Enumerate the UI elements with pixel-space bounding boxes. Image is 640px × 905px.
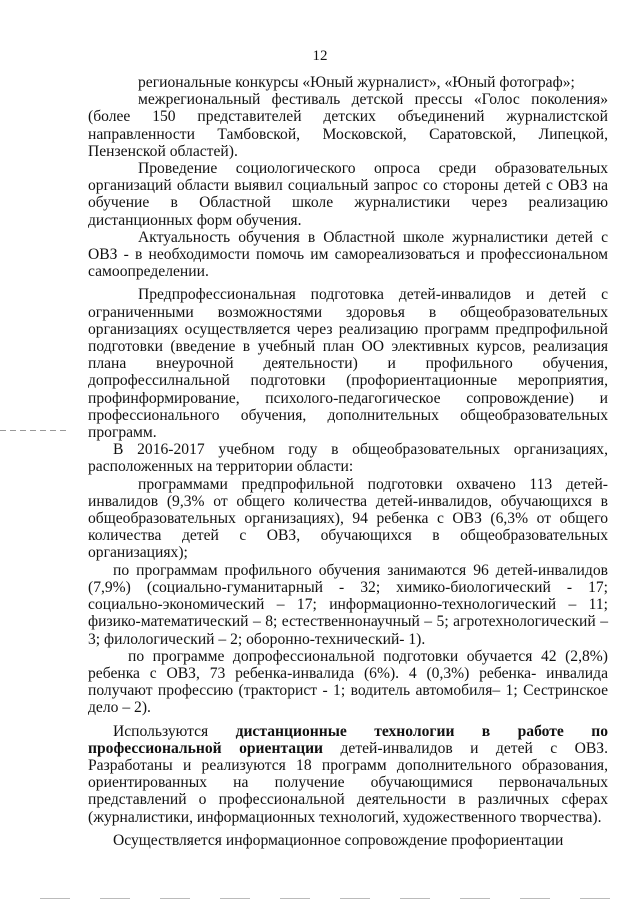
- scan-artifact-left: [0, 430, 70, 431]
- paragraph-preprofile-programs: программами предпрофильной подготовки охвачено 113 детей-инвалидов (9,3% от общего количества детей-инвалидов, обучающихся в общеобразовательных организациях), 94 ребенка с ОВЗ (6,3% от общего количества детей с ОВЗ, обучающихся в общеобразовательных организациях);: [88, 475, 608, 562]
- paragraph-festival: межрегиональный фестиваль детской прессы «Голос поколения» (более 150 представителей детских объединений журналистской направленности Тамбовской, Московской, Саратовской, Липецкой, Пензенской областей).: [88, 91, 608, 160]
- bold-emphasis: дистанционные технологии в работе по профессиональной ориентации: [88, 722, 608, 757]
- paragraph-relevance: Актуальность обучения в Областной школе журналистики детей с ОВЗ - в необходимости помочь им самореализоваться и профессиональном самоопределении.: [88, 228, 608, 281]
- scan-artifact-bottom: [40, 898, 620, 899]
- paragraph-contests: региональные конкурсы «Юный журналист», «Юный фотограф»;: [138, 74, 575, 91]
- paragraph-profile-programs: по программам профильного обучения занимаются 96 детей-инвалидов (7,9%) (социально-гуманитарный - 32; химико-биологический - 17; социально-экономический – 17; информационно-технологический – 11; физико-математический – 8; естественнонаучный – 5; агротехнологический – 3; филологический – 2; оборонно-технический- 1).: [88, 561, 608, 648]
- page-number: 12: [312, 48, 328, 64]
- paragraph-academic-year: В 2016-2017 учебном году в общеобразовательных организациях, расположенных на территории области:: [88, 441, 608, 476]
- document-body: [88, 74, 608, 849]
- paragraph-survey: Проведение социологического опроса среди образовательных организаций области выявил социальный запрос со стороны детей с ОВЗ на обучение в Областной школе журналистики через реализацию дистанционных форм обучения.: [88, 160, 608, 229]
- paragraph-preprofessional-program: по программе допрофессиональной подготовки обучается 42 (2,8%) ребенка с ОВЗ, 73 ребенка-инвалида (6%). 4 (0,3%) ребенка- инвалида получают профессию (тракторист - 1; водитель автомобиля– 1; Сестринское дело – 2).: [88, 647, 608, 717]
- paragraph-information-support: Осуществляется информационное сопровождение профориентации: [113, 831, 564, 849]
- paragraph-preprofessional-training: Предпрофессиональная подготовка детей-инвалидов и детей с ограниченными возможностями здоровья в общеобразовательных организациях осуществляется через реализацию программ предпрофильной подготовки (введение в учебный план ОО элективных курсов, реализация плана внеурочной деятельности) и профильного обучения, допрофессилнальной подготовки (профориентационные мероприятия, профинформирование, психолого-педагогическое сопровождение) и профессионального обучения, дополнительных общеобразовательных программ.: [88, 286, 608, 442]
- paragraph-distance-technologies: Используются дистанционные технологии в работе по профессиональной ориентации детей-инвалидов и детей с ОВЗ. Разработаны и реализуются 18 программ дополнительного образования, ориентированных на получение обучающимися первоначальных представлений о профессиональной деятельности в различных сферах (журналистики, информационных технологий, художественного творчества).: [88, 722, 608, 826]
